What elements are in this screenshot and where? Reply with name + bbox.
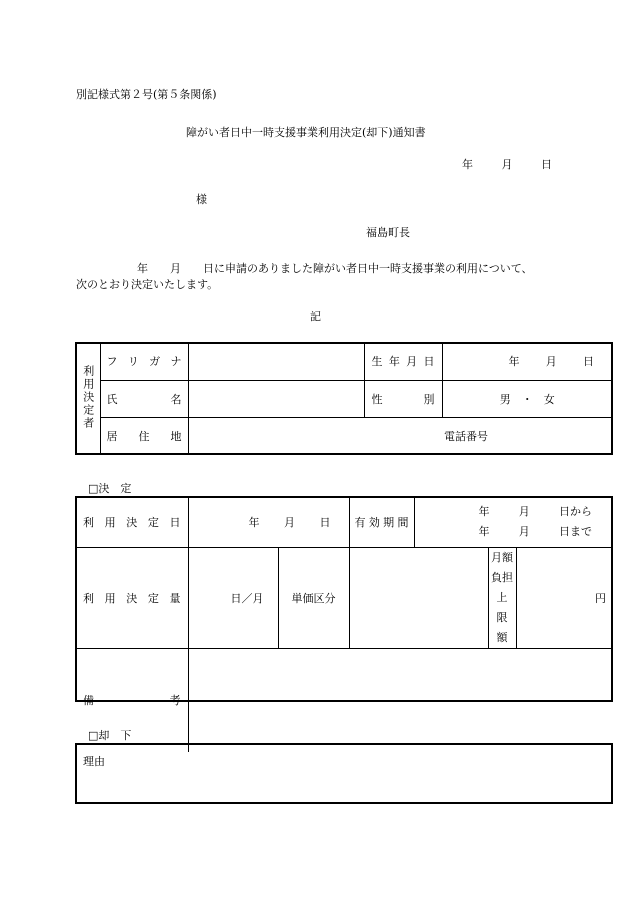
decision-section-label: □決 定 xyxy=(88,482,132,495)
remarks-field[interactable] xyxy=(188,648,612,752)
document-title: 障がい者日中一時支援事業利用決定(却下)通知書 xyxy=(186,126,426,139)
monthly-burden-field[interactable]: 円 xyxy=(516,547,612,648)
rejection-section-label: □却 下 xyxy=(88,729,132,742)
decision-table xyxy=(76,497,612,752)
body-line-1: 年 月 日に申請のありました障がい者日中一時支援事業の利用について、 xyxy=(137,262,533,275)
furigana-label: フ リ ガ ナ xyxy=(100,343,188,380)
unit-class-field[interactable] xyxy=(349,547,488,648)
decision-amount-label: 利 用 決 定 量 xyxy=(76,547,188,648)
addressee-suffix: 様 xyxy=(196,193,207,206)
remarks-label: 備 考 xyxy=(76,648,188,752)
issuer: 福島町長 xyxy=(366,226,410,239)
decision-amount-field[interactable]: 日／月 xyxy=(188,547,278,648)
sex-field[interactable]: 男 ・ 女 xyxy=(442,380,612,417)
monthly-burden-label: 月額負担 上 限 額 xyxy=(488,547,516,648)
birth-date-field[interactable]: 年 月 日 xyxy=(442,343,612,380)
rejection-reason-box[interactable] xyxy=(75,743,613,804)
name-label: 氏 名 xyxy=(100,380,188,417)
validity-period-field[interactable]: 年 月 日から 年 月 日まで xyxy=(414,497,612,547)
applicant-table xyxy=(76,343,612,454)
sex-label: 性 別 xyxy=(364,380,442,417)
phone-label: 電話番号 xyxy=(444,429,488,443)
decision-date-label: 利 用 決 定 日 xyxy=(76,497,188,547)
ki-label: 記 xyxy=(310,310,321,323)
applicant-table-frame xyxy=(75,342,613,455)
unit-class-label: 単価区分 xyxy=(278,547,349,648)
form-number: 別記様式第２号(第５条関係) xyxy=(76,88,217,101)
birth-label: 生 年 月 日 xyxy=(364,343,442,380)
body-line-2: 次のとおり決定いたします。 xyxy=(76,278,219,291)
decision-date-field[interactable]: 年 月 日 xyxy=(188,497,349,547)
furigana-field[interactable] xyxy=(188,343,364,380)
name-field[interactable] xyxy=(188,380,364,417)
validity-period-label: 有 効 期 間 xyxy=(349,497,414,547)
decision-table-frame xyxy=(75,496,613,708)
address-field[interactable] xyxy=(188,417,612,454)
applicant-side-label: 利用決定者 xyxy=(76,343,100,454)
issue-date: 年 月 日 xyxy=(462,158,552,171)
address-label: 居 住 地 xyxy=(100,417,188,454)
reason-label: 理由 xyxy=(83,755,105,768)
